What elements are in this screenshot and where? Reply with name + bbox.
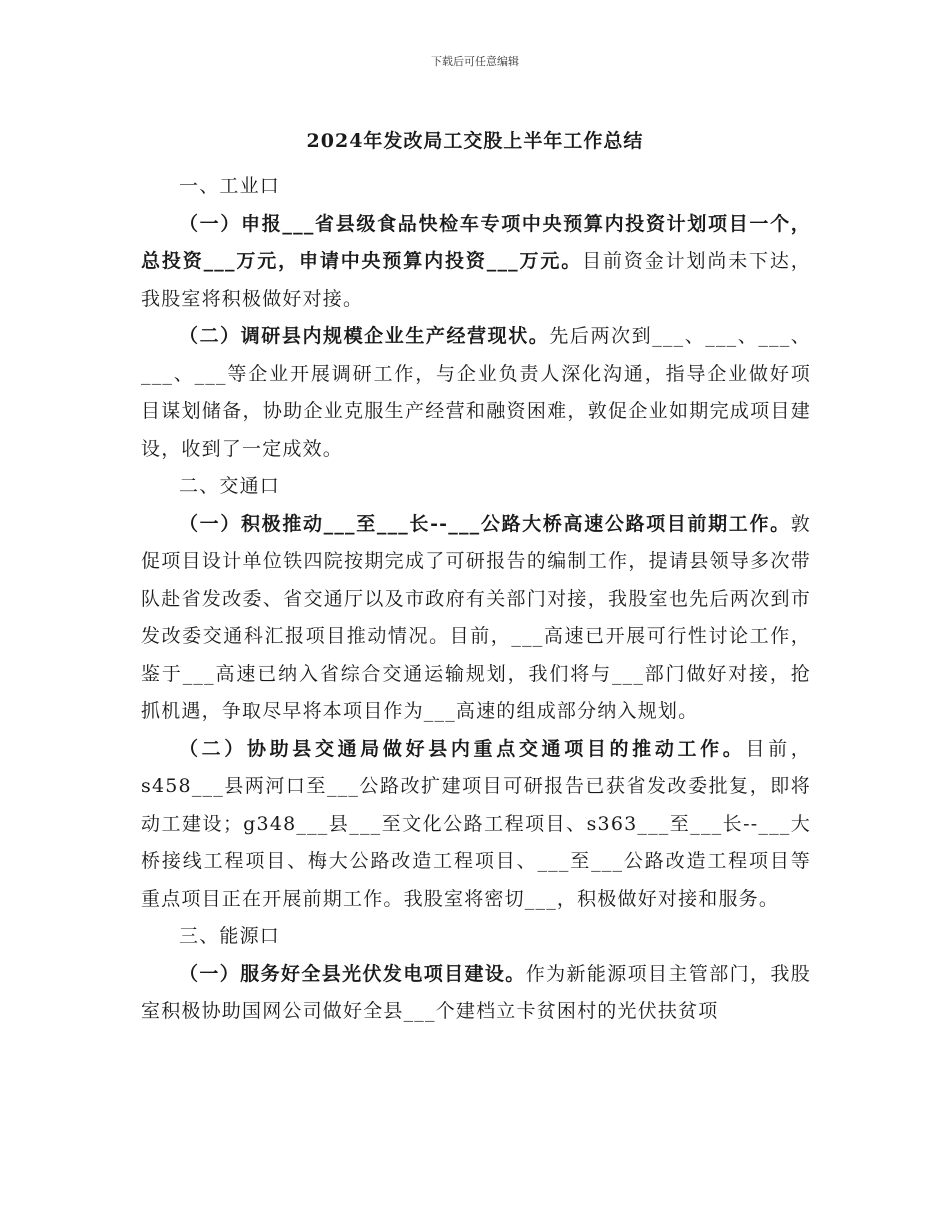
paragraph-industry-1 [141,206,811,319]
paragraph-transport-1 [141,506,811,731]
paragraph-lead: （二）协助县交通局做好县内重点交通项目的推动工作。 [179,737,746,760]
paragraph-industry-2 [141,318,811,468]
header-note: 下载后可任意编辑 [431,55,519,68]
section-heading-energy: 三、能源口 [179,925,281,947]
paragraph-lead: （二）调研县内规模企业生产经营现状。 [179,325,550,347]
section-heading-industry: 一、工业口 [179,175,281,197]
paragraph-text: 先后两次到___、___、___、___、___等企业开展调研工作，与企业负责人深化沟通，指导企业做好项目谋划储备，协助企业克服生产经营和融资困难，敦促企业如期完成项目建设，收到了一定成效。 [141,325,811,460]
paragraph-text: 作为新能源项目主管部门，我股室积极协助国网公司做好全县___个建档立卡贫困村的光伏扶贫项 [141,962,811,1022]
paragraph-lead: （一）积极推动___至___长--___公路大桥高速公路项目前期工作。 [179,512,791,535]
paragraph-lead: （一）服务好全县光伏发电项目建设。 [179,962,526,985]
document-body [141,168,811,1031]
paragraph-text: 敦促项目设计单位铁四院按期完成了可研报告的编制工作，提请县领导多次带队赴省发改委、省交通厅以及市政府有关部门对接，我股室也先后两次到市发改委交通科汇报项目推动情况。目前，___高速已开展可行性讨论工作，鉴于___高速已纳入省综合交通运输规划，我们将与___部门做好对接，抢抓机遇，争取尽早将本项目作为___高速的组成部分纳入规划。 [141,512,811,722]
paragraph-transport-2 [141,731,811,919]
paragraph-lead: （一）申报___省县级食品快检车专项中央预算内投资计划项目一个，总投资___万元，申请中央预算内投资___万元。 [141,212,811,272]
document-title: 2024年发改局工交股上半年工作总结 [306,130,644,152]
paragraph-energy-1 [141,956,811,1031]
paragraph-text: 目前，s458___县两河口至___公路改扩建项目可研报告已获省发改委批复，即将动工建设；g348___县___至文化公路工程项目、s363___至___长--___大桥接线工程项目、梅大公路改造工程项目、___至___公路改造工程项目等重点项目正在开展前期工作。我股室将密切___，积极做好对接和服务。 [141,737,811,910]
section-heading-transport: 二、交通口 [179,475,281,497]
paragraph-text: 目前资金计划尚未下达，我股室将积极做好对接。 [141,250,811,310]
